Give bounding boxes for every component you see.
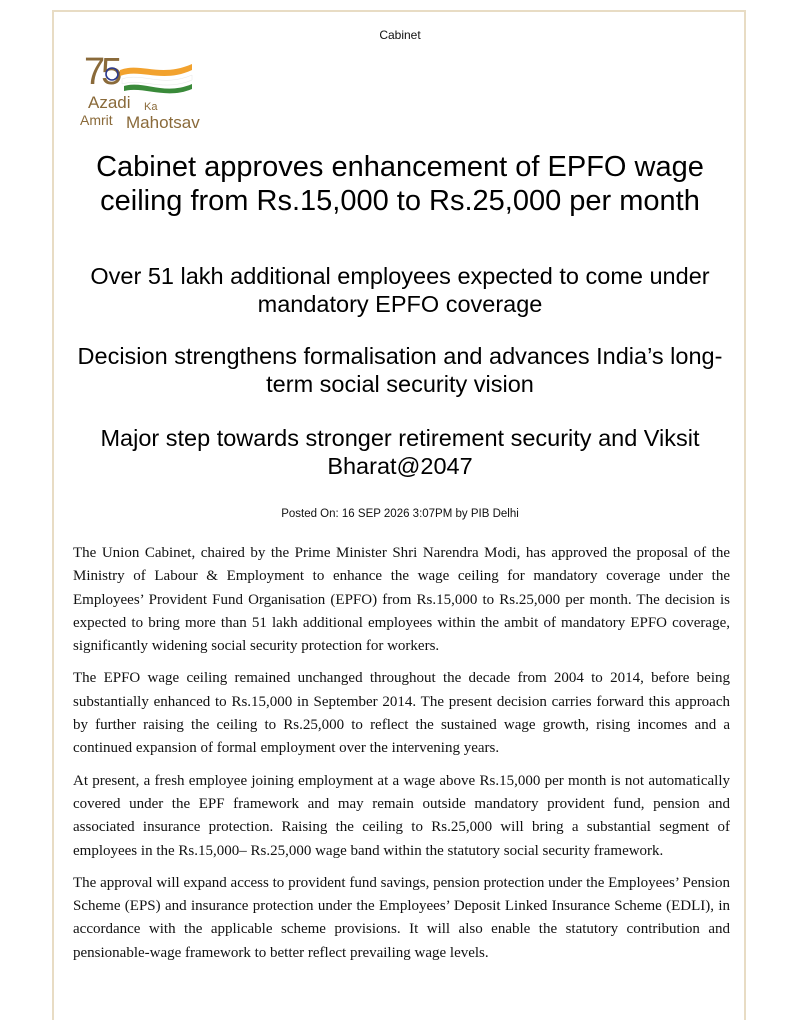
body-paragraph: The approval will expand access to provident fund savings, pension protection under the Employees’ Pension Scheme (EPS) and insurance protection under the Employees’ Deposit Linked Insurance Scheme (EDLI), in accordance with the applicable scheme provisions. It will also enable the statutory contribution and pensionable-wage framework to better reflect prevailing wage levels. xyxy=(73,874,730,961)
logo-amrit: Amrit xyxy=(80,112,113,128)
logo-azadi: Azadi xyxy=(88,93,131,112)
azadi-ka-amrit-mahotsav-logo xyxy=(80,48,230,132)
logo-mahotsav: Mahotsav xyxy=(126,113,200,132)
release-title: Cabinet approves enhancement of EPFO wage ceiling from Rs.15,000 to Rs.25,000 per month xyxy=(96,151,704,217)
logo-graphic xyxy=(80,48,230,132)
body-paragraph: The EPFO wage ceiling remained unchanged throughout the decade from 2004 to 2014, before being substantially enhanced to Rs.15,000 in September 2014. The present decision carries forward this approach by further raising the ceiling to Rs.25,000 to reflect the sustained wage growth, rising incomes and a continued expansion of formal employment over the intervening years. xyxy=(73,670,730,757)
body-paragraph: The Union Cabinet, chaired by the Prime Minister Shri Narendra Modi, has approved the proposal of the Ministry of Labour & Employment to enhance the wage ceiling for mandatory coverage under the Employees’ Provident Fund Organisation (EPFO) from Rs.15,000 to Rs.25,000 per month. The decision is expected to bring more than 51 lakh additional employees within the ambit of mandatory EPFO coverage, significantly widening social security protection for workers. xyxy=(73,545,730,655)
body-paragraph: At present, a fresh employee joining employment at a wage above Rs.15,000 per month is not automatically covered under the EPF framework and may remain outside mandatory provident fund, pension and associated insurance protection. Raising the ceiling to Rs.25,000 will bring a substantial segment of employees in the Rs.15,000– Rs.25,000 wage band within the statutory social security framework. xyxy=(73,772,730,859)
flag-white-wave xyxy=(122,75,192,85)
section-label: Cabinet xyxy=(379,28,421,42)
flag-saffron-wave xyxy=(120,64,192,76)
logo-ka: Ka xyxy=(144,101,158,113)
subheading-coverage: Over 51 lakh additional employees expected to come under mandatory EPFO coverage xyxy=(90,263,710,317)
release-body xyxy=(73,542,730,974)
subheading-viksit-bharat: Major step towards stronger retirement security and Viksit Bharat@2047 xyxy=(100,425,700,479)
posted-on-line: Posted On: 16 SEP 2026 3:07PM by PIB Delhi xyxy=(281,508,519,520)
flag-green-wave xyxy=(124,84,192,93)
subheading-formalisation: Decision strengthens formalisation and advances India’s long-term social security vision xyxy=(77,343,723,397)
logo-number: 75 xyxy=(84,51,119,93)
